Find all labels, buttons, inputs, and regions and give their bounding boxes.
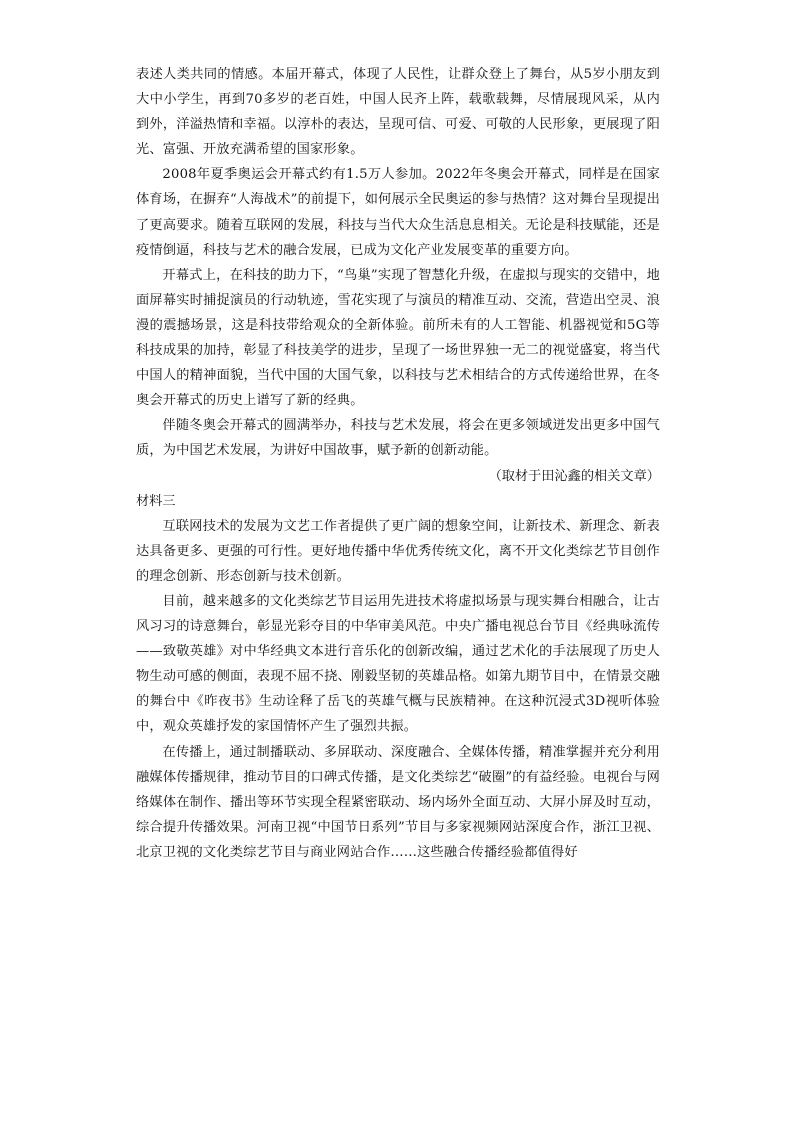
material3-heading: 材料三 (136, 493, 176, 509)
material2-source-note: （取材于田沁鑫的相关文章） (488, 468, 660, 484)
material2-paragraph-2: 2008年夏季奥运会开幕式约有1.5万人参加。2022年冬奥会开幕式，同样是在国家体育场，在摒弃“人海战术”的前提下，如何展示全民奥运的参与热情？这对舞台呈现提出了更高要求。随着互联网的发展，科技与当代大众生活息息相关。无论是科技赋能，还是疫情倒逼，科技与艺术的融合发展，已成为文化产业发展变革的重要方向。 (136, 167, 660, 258)
material2-paragraph-1-continued: 表述人类共同的情感。本届开幕式，体现了人民性，让群众登上了舞台，从5岁小朋友到大中小学生，再到70多岁的老百姓，中国人民齐上阵，载歌载舞，尽情展现风采，从内到外，洋溢热情和幸福。以淳朴的表达，呈现可信、可爱、可敬的人民形象，更展现了阳光、富强、开放充满希望的国家形象。 (136, 67, 660, 158)
material2-paragraph-3: 开幕式上，在科技的助力下，“鸟巢”实现了智慧化升级，在虚拟与现实的交错中，地面屏幕实时捕捉演员的行动轨迹，雪花实现了与演员的精准互动、交流，营造出空灵、浪漫的震撼场景，这是科技带给观众的全新体验。前所未有的人工智能、机器视觉和5G等科技成果的加持，彰显了科技美学的进步，呈现了一场世界独一无二的视觉盛宴，将当代中国人的精神面貌，当代中国的大国气象，以科技与艺术相结合的方式传递给世界，在冬奥会开幕式的历史上谱写了新的经典。 (136, 267, 660, 409)
material3-paragraph-2: 目前，越来越多的文化类综艺节目运用先进技术将虚拟场景与现实舞台相融合，让古风习习的诗意舞台，彰显光彩夺目的中华审美风范。中央广播电视总台节目《经典咏流传——致敬英雄》对中华经典文本进行音乐化的创新改编，通过艺术化的手法展现了历史人物生动可感的侧面，表现不屈不挠、刚毅坚韧的英雄品格。如第九期节目中，在情景交融的舞台中《昨夜书》生动诠释了岳飞的英雄气概与民族精神。在这种沉浸式3D视听体验中，观众英雄抒发的家国情怀产生了强烈共振。 (136, 593, 660, 735)
material3-paragraph-3: 在传播上，通过制播联动、多屏联动、深度融合、全媒体传播，精准掌握并充分利用融媒体传播规律，推动节目的口碑式传播，是文化类综艺“破圈”的有益经验。电视台与网络媒体在制作、播出等环节实现全程紧密联动、场内场外全面互动、大屏小屏及时互动，综合提升传播效果。河南卫视“中国节日系列”节目与多家视频网站深度合作，浙江卫视、北京卫视的文化类综艺节目与商业网站合作……这些融合传播经验都值得好 (136, 744, 660, 860)
material3-paragraph-1: 互联网技术的发展为文艺工作者提供了更广阔的想象空间，让新技术、新理念、新表达具备更多、更强的可行性。更好地传播中华优秀传统文化，离不开文化类综艺节目创作的理念创新、形态创新与技术创新。 (136, 518, 660, 584)
document-page (136, 62, 660, 865)
material2-paragraph-4: 伴随冬奥会开幕式的圆满举办，科技与艺术发展，将会在更多领域迸发出更多中国气质，为中国艺术发展，为讲好中国故事，赋予新的创新动能。 (136, 418, 660, 459)
